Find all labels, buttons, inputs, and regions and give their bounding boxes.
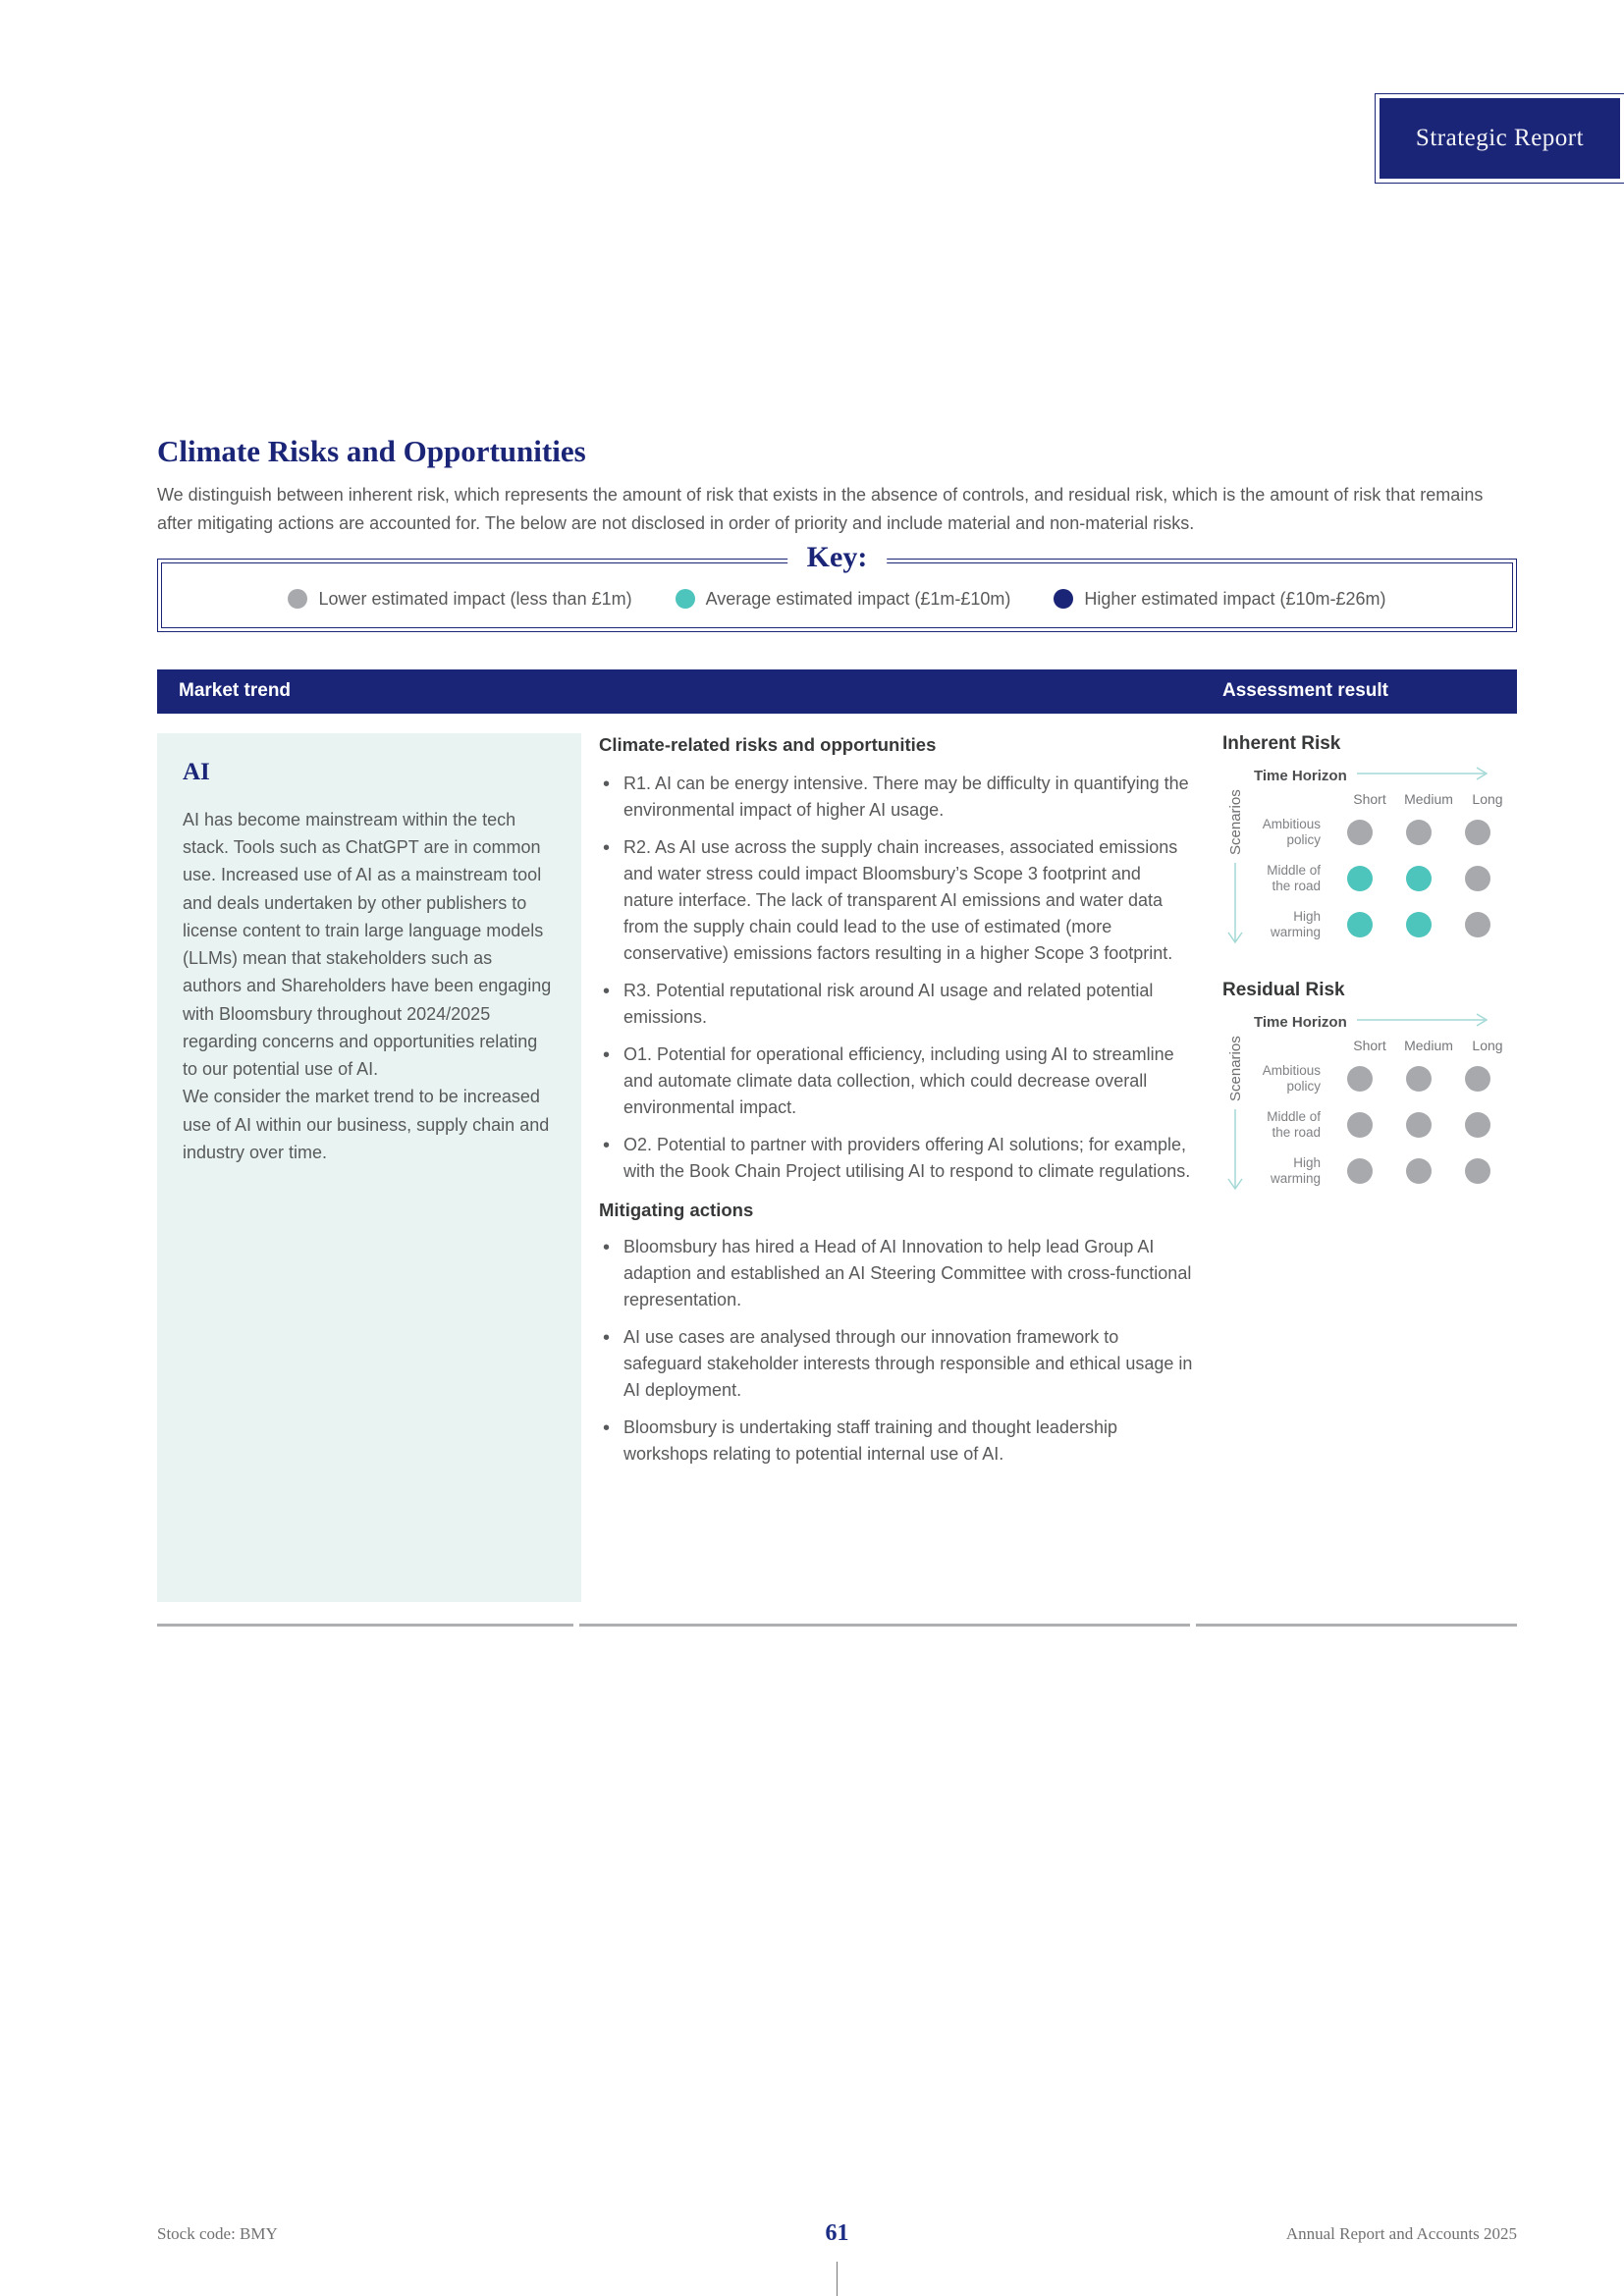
average-impact-dot-icon <box>1406 866 1432 891</box>
higher-impact-dot-icon <box>1054 589 1073 609</box>
impact-dot-cell <box>1330 820 1389 845</box>
list-item: • O1. Potential for operational efficiency, including using AI to streamline and automate climate data collection, which could decrease overall environmental impact. <box>599 1041 1193 1121</box>
lower-impact-dot-icon <box>1406 1066 1432 1092</box>
lower-impact-dot-icon <box>1465 1112 1490 1138</box>
impact-dot-cell <box>1448 1066 1507 1092</box>
list-item: • R1. AI can be energy intensive. There may be difficulty in quantifying the environmental impact of higher AI usage. <box>599 771 1193 824</box>
market-trend-cell <box>157 733 581 1602</box>
impact-dot-cell <box>1330 912 1389 937</box>
scenario-row <box>1248 856 1517 902</box>
impact-dot-cell <box>1389 866 1448 891</box>
intro-paragraph: We distinguish between inherent risk, which represents the amount of risk that exists in the absence of controls, and residual risk, which is the amount of risk that remains after mitigating actions are accounted for. The below are not disclosed in order of priority and include material and non-material risks. <box>157 485 1484 533</box>
impact-dot-cell <box>1389 820 1448 845</box>
scenario-row <box>1248 1148 1517 1195</box>
trend-paragraph: AI has become mainstream within the tech stack. Tools such as ChatGPT are in common use. Increased use of AI as a mainstream tool and deals undertaken by other publishers to license content to train large language models (LLMs) mean that stakeholders such as authors and Shareholders have been engaging with Bloomsbury throughout 2024/2025 regarding concerns and opportunities relating to our potential use of AI. <box>183 809 552 1080</box>
lower-impact-dot-icon <box>1406 1112 1432 1138</box>
spine-mark <box>837 2262 838 2296</box>
down-arrow-icon <box>1227 863 1243 954</box>
column-header-assessment-result: Assessment result <box>1222 680 1388 702</box>
key-legend-box <box>157 540 1517 632</box>
right-arrow-icon <box>1357 766 1492 786</box>
impact-dot-cell <box>1389 912 1448 937</box>
scenario-label: High warming <box>1270 909 1321 940</box>
time-horizon-columns <box>1340 1035 1517 1056</box>
lower-impact-dot-icon <box>1347 820 1373 845</box>
scenario-row <box>1248 1102 1517 1148</box>
list-item: • Bloomsbury has hired a Head of AI Innovation to help lead Group AI adaption and established an AI Steering Committee with cross-functional representation. <box>599 1234 1193 1313</box>
key-item-average <box>676 589 1011 610</box>
average-impact-dot-icon <box>676 589 695 609</box>
rule-segment <box>157 1624 573 1627</box>
matrix-grid <box>1248 1011 1517 1201</box>
key-item-label: Higher estimated impact (£10m-£26m) <box>1084 588 1386 609</box>
trend-title: AI <box>183 758 210 785</box>
impact-dot-cell <box>1330 1112 1389 1138</box>
impact-dot-cell <box>1448 866 1507 891</box>
impact-dot-cell <box>1448 912 1507 937</box>
column-label: Medium <box>1404 1037 1453 1053</box>
key-item-lower <box>288 589 631 610</box>
lower-impact-dot-icon <box>1465 866 1490 891</box>
column-label: Short <box>1353 790 1386 807</box>
lower-impact-dot-icon <box>1347 1066 1373 1092</box>
lower-impact-dot-icon <box>288 589 307 609</box>
impact-dot-cell <box>1389 1112 1448 1138</box>
risks-heading: Climate-related risks and opportunities <box>599 733 937 755</box>
impact-dot-cell <box>1330 1158 1389 1184</box>
scenarios-axis-label: Scenarios <box>1226 1036 1244 1101</box>
section-tab <box>1375 93 1624 184</box>
scenario-label: Ambitious policy <box>1262 1063 1321 1095</box>
trend-paragraph: We consider the market trend to be increased use of AI within our business, supply chain and industry over time. <box>183 1087 550 1162</box>
time-horizon-header <box>1248 1011 1517 1035</box>
residual-risk-matrix <box>1222 1011 1517 1201</box>
risks-cell <box>599 733 1193 1602</box>
table-header-bar <box>157 669 1517 714</box>
footer-report-name: Annual Report and Accounts 2025 <box>1285 2224 1517 2243</box>
key-item-higher <box>1054 589 1385 610</box>
risk-bullet-list <box>599 771 1193 1185</box>
column-label: Long <box>1472 1037 1503 1053</box>
down-arrow-icon <box>1227 1109 1243 1201</box>
time-horizon-label: Time Horizon <box>1254 768 1347 785</box>
rule-segment <box>1196 1624 1517 1627</box>
scenario-label: Middle of the road <box>1267 863 1321 894</box>
lower-impact-dot-icon <box>1406 1158 1432 1184</box>
scenario-label: High warming <box>1270 1155 1321 1187</box>
impact-dot-cell <box>1330 1066 1389 1092</box>
impact-dot-cell <box>1389 1066 1448 1092</box>
section-tab-fill <box>1380 98 1620 179</box>
mitigating-bullet-list <box>599 1234 1193 1468</box>
inherent-risk-matrix <box>1222 765 1517 954</box>
lower-impact-dot-icon <box>1406 820 1432 845</box>
time-horizon-columns <box>1340 788 1517 810</box>
scenarios-axis-label: Scenarios <box>1226 789 1244 855</box>
column-label: Long <box>1472 790 1503 807</box>
lower-impact-dot-icon <box>1465 912 1490 937</box>
inherent-risk-title: Inherent Risk <box>1222 732 1341 754</box>
scenario-row <box>1248 810 1517 856</box>
list-item: • AI use cases are analysed through our innovation framework to safeguard stakeholder interests through responsible and ethical usage in AI deployment. <box>599 1324 1193 1404</box>
column-label: Medium <box>1404 790 1453 807</box>
section-tab-label: Strategic Report <box>1415 125 1585 151</box>
page-title: Climate Risks and Opportunities <box>157 434 586 468</box>
scenarios-axis <box>1222 1011 1248 1201</box>
footer-stock-code: Stock code: BMY <box>157 2224 278 2243</box>
impact-dot-cell <box>1448 1112 1507 1138</box>
average-impact-dot-icon <box>1347 912 1373 937</box>
lower-impact-dot-icon <box>1465 1066 1490 1092</box>
time-horizon-header <box>1248 765 1517 788</box>
key-title: Key: <box>787 538 888 576</box>
impact-dot-cell <box>1448 1158 1507 1184</box>
table-row-ai <box>157 733 1517 1602</box>
rule-segment <box>579 1624 1190 1627</box>
scenario-label: Ambitious policy <box>1262 817 1321 848</box>
time-horizon-label: Time Horizon <box>1254 1014 1347 1032</box>
lower-impact-dot-icon <box>1465 820 1490 845</box>
matrix-grid <box>1248 765 1517 954</box>
average-impact-dot-icon <box>1406 912 1432 937</box>
average-impact-dot-icon <box>1347 866 1373 891</box>
scenario-label: Middle of the road <box>1267 1109 1321 1141</box>
list-item: • Bloomsbury is undertaking staff training and thought leadership workshops relating to potential internal use of AI. <box>599 1415 1193 1468</box>
scenario-row <box>1248 902 1517 948</box>
mitigating-heading: Mitigating actions <box>599 1199 754 1220</box>
lower-impact-dot-icon <box>1347 1112 1373 1138</box>
list-item: • R3. Potential reputational risk around AI usage and related potential emissions. <box>599 978 1193 1031</box>
column-header-market-trend: Market trend <box>179 680 292 702</box>
table-bottom-rule <box>157 1624 1517 1627</box>
list-item: • R2. As AI use across the supply chain increases, associated emissions and water stress could impact Bloomsbury’s Scope 3 footprint and nature interface. The lack of transparent AI emissions and water data from the supply chain could lead to the use of estimated (more conservative) emissions factors resulting in a higher Scope 3 footprint. <box>599 834 1193 967</box>
impact-dot-cell <box>1389 1158 1448 1184</box>
lower-impact-dot-icon <box>1347 1158 1373 1184</box>
scenario-row <box>1248 1056 1517 1102</box>
impact-dot-cell <box>1448 820 1507 845</box>
key-item-label: Lower estimated impact (less than £1m) <box>318 588 632 609</box>
residual-risk-title: Residual Risk <box>1222 979 1345 1000</box>
footer-page-number: 61 <box>825 2220 849 2246</box>
key-item-label: Average estimated impact (£1m-£10m) <box>705 588 1011 609</box>
right-arrow-icon <box>1357 1012 1492 1033</box>
list-item: • O2. Potential to partner with providers offering AI solutions; for example, with the Book Chain Project utilising AI to respond to climate regulations. <box>599 1132 1193 1185</box>
lower-impact-dot-icon <box>1465 1158 1490 1184</box>
assessment-cell <box>1222 733 1517 1602</box>
scenarios-axis <box>1222 765 1248 954</box>
impact-dot-cell <box>1330 866 1389 891</box>
column-label: Short <box>1353 1037 1386 1053</box>
